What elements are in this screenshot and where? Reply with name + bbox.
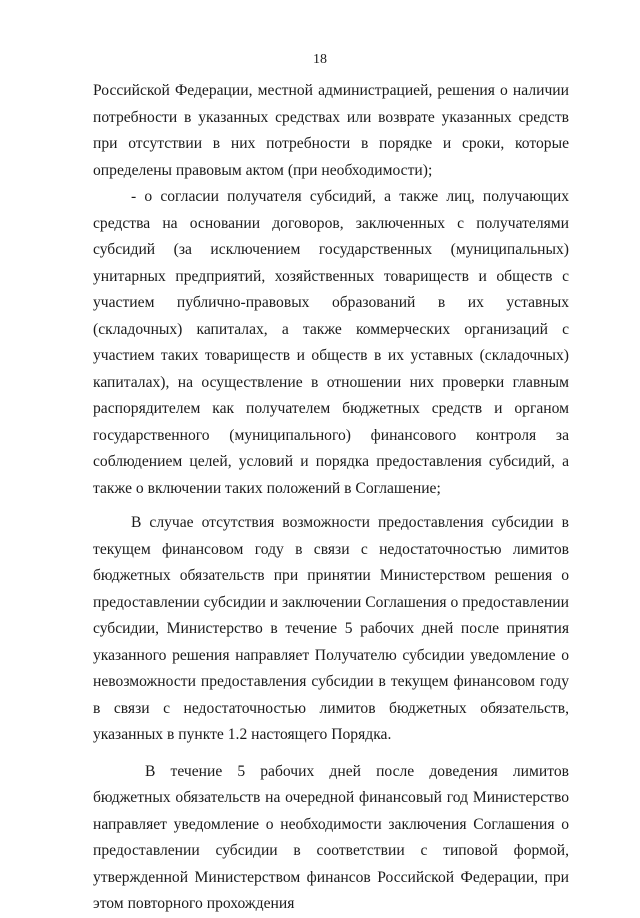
paragraph-insufficient-limits: В случае отсутствия возможности предоставления субсидии в текущем финансовом году в связи с недостаточностью лимитов бюджетных обязательств при принятии Министерством решения о предоставлении субсидии и заключении Соглашения о предоставлении субсидии, Министерство в течение 5 рабочих дней после принятия указанного решения направляет Получателю субсидии уведомление о невозможности предоставления субсидии в текущем финансовом году в связи с недостаточностью лимитов бюджетных обязательств, указанных в пункте 1.2 настоящего Порядка. xyxy=(93,514,569,743)
paragraph-next-year-notice: В течение 5 рабочих дней после доведения лимитов бюджетных обязательств на очередной финансовый год Министерство направляет уведомление о необходимости заключения Соглашения о предоставлении субсидии в соответствии с типовой формой, утвержденной Министерством финансов Российской Федерации, при этом повторного прохождения xyxy=(93,762,569,912)
paragraph-continuation: Российской Федерации, местной администрацией, решения о наличии потребности в указанных средствах или возврате указанных средств при отсутствии в них потребности в порядке и сроки, которые определены правовым актом (при необходимости); xyxy=(93,82,569,179)
document-body xyxy=(93,78,569,918)
page-number: 18 xyxy=(313,52,327,67)
paragraph-consent-clause: - о согласии получателя субсидий, а также лиц, получающих средства на основании договоров, заключенных с получателями субсидий (за исключением государственных (муниципальных) унитарных предприятий, хозяйственных товариществ и обществ с участием публично-правовых образований в их уставных (складочных) капиталах, а также коммерческих организаций с участием таких товариществ и обществ в их уставных (складочных) капиталах), на осуществление в отношении них проверки главным распорядителем как получателем бюджетных средств и органом государственного (муниципального) финансового контроля за соблюдением целей, условий и порядка предоставления субсидий, а также о включении таких положений в Соглашение; xyxy=(93,188,569,497)
